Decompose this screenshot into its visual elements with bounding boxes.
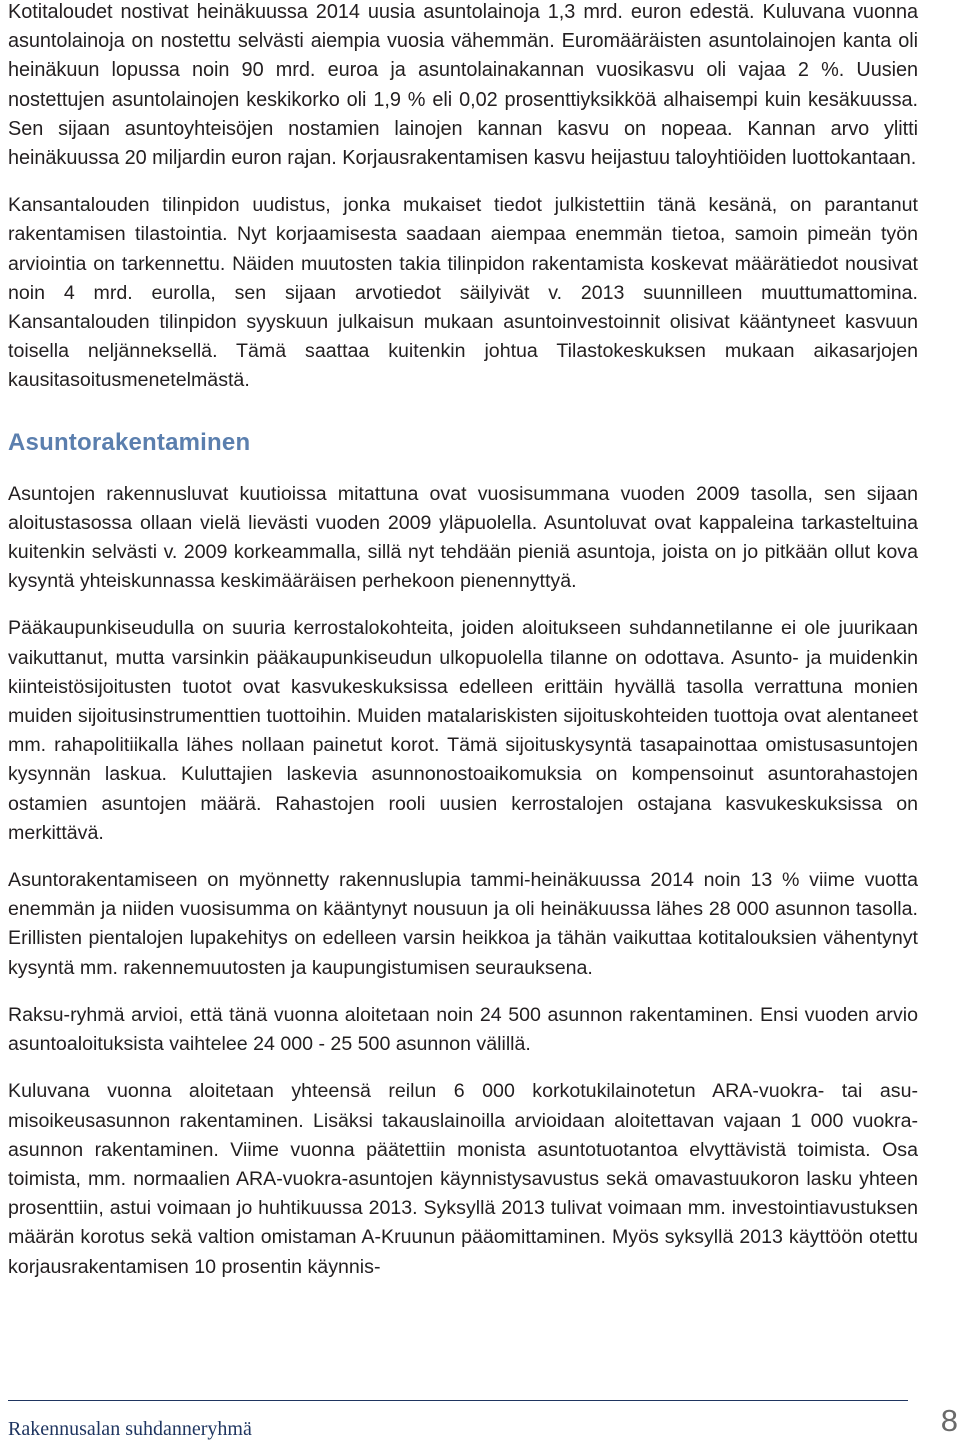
body-paragraph-raksu-forecast: Raksu-ryhmä arvioi, että tänä vuonna aloitetaan noin 24 500 asunnon rakentaminen. Ensi vuoden arvio asuntoaloituksista vaihtelee 24 000 - 25 500 asunnon välillä. xyxy=(8,1003,918,1056)
body-paragraph-building-permits: Asuntojen rakennusluvat kuutioissa mitattuna ovat vuosisummana vuoden 2009 tasolla, sen sijaan aloitustasossa ollaan vielä lievästi vuoden 2009 yläpuolella. Asuntoluvat ovat kappaleina tarkasteltuina kuitenkin selvästi v. 2009 korkeammalla, sillä nyt tehdään pieniä asuntoja, joista on jo pitkään ollut kova kysyntä yhteiskunnassa keskimääräisen perhekoon pienennyttyä. xyxy=(8,482,918,593)
body-paragraph-national-accounts: Kansantalouden tilinpidon uudistus, jonka mukaiset tiedot julkistettiin tänä kesänä, on parantanut rakentamisen tilastointia. Nyt korjaamisesta saadaan aiempaa enemmän tietoa, samoin pimeän työn arviointia on tarkennettu. Näiden muutosten takia tilinpidon rakentamista koskevat määrätiedot nousivat noin 4 mrd. eurolla, sen sijaan arvotiedot säilyivät v. 2013 suunnilleen muuttumattomina. Kansantalouden tilinpidon syyskuun julkaisun mukaan asuntoinvestoinnit olisivat kääntyneet kasvuun toisella neljänneksellä. Tämä saattaa kuitenkin johtua Tilastokeskuksen mukaan aikasarjojen kausitasoitusmenetelmästä. xyxy=(8,194,918,392)
page-number: 8 xyxy=(940,1403,958,1438)
body-paragraph-housing-loans: Kotitaloudet nostivat heinäkuussa 2014 uusia asuntolainoja 1,3 mrd. euron edestä. Kuluvana vuonna asuntolainoja on nostettu selvästi aiempia vuosia vähemmän. Euromääräisten asuntolainojen kanta oli heinäkuun lopussa noin 90 mrd. euroa ja asuntolainakannan vuosikasvu oli vajaa 2 %. Uusien nostettujen asuntolainojen keskikorko oli 1,9 % eli 0,02 prosenttiyksikköä alhaisempi kuin kesäkuussa. Sen sijaan asuntoyhteisöjen nostamien lainojen kannan kasvu on nopeaa. Kannan arvo ylitti heinäkuussa 20 miljardin euron rajan. Korjausrakentamisen kasvu heijastuu taloyhtiöiden luottokantaan. xyxy=(8,1,918,170)
footer-organization: Rakennusalan suhdanneryhmä xyxy=(8,1418,252,1440)
section-heading: Asuntorakentaminen xyxy=(8,428,251,456)
body-paragraph-ara-housing: Kuluvana vuonna aloitetaan yhteensä reilun 6 000 korkotukilainotetun ARA-vuokra- tai asumisoikeusasunnon rakentaminen. Lisäksi takauslainoilla arvioidaan aloitettavan vajaan 1 000 vuokra-asunnon rakentaminen. Viime vuonna päätettiin monista asuntotuotantoa elvyttävistä toimista. Osa toimista, mm. normaalien ARA-vuokra-asuntojen käynnistysavustus sekä omavastuukoron lasku yhteen prosenttiin, astui voimaan jo huhtikuussa 2013. Syksyllä 2013 tulivat voimaan mm. investointiavustuksen määrän korotus sekä valtion omistaman A-Kruunun pääomittaminen. Myös syksyllä 2013 käyttöön otettu korjausrakentamisen 10 prosentin käynnis- xyxy=(8,1080,918,1278)
body-paragraph-permits-2014: Asuntorakentamiseen on myönnetty rakennuslupia tammi-heinäkuussa 2014 noin 13 % viime vuotta enemmän ja niiden vuosisumma on kääntynyt nousuun ja oli heinäkuussa lähes 28 000 asunnon tasolla. Erillisten pientalojen lupakehitys on edelleen varsin heikkoa ja tähän vaikuttaa kotitalouksien vähentynyt kysyntä mm. rakennemuutosten ja kaupungistumisen seurauksena. xyxy=(8,869,918,979)
document-page xyxy=(8,0,918,1282)
body-paragraph-capital-region: Pääkaupunkiseudulla on suuria kerrostalokohteita, joiden aloitukseen suhdannetilanne ei ole juurikaan vaikuttanut, mutta varsinkin pääkaupunkiseudun ulkopuolella tilanne on odottava. Asunto- ja muidenkin kiinteistösijoitusten tuotot ovat kasvukeskuksissa edelleen erittäin hyvällä tasolla verrattuna monien muiden sijoitusinstrumenttien tuottoihin. Muiden matalariskisten sijoituskohteiden tuottoja ovat alentaneet mm. rahapolitiikalla lähes nollaan painetut korot. Tämä sijoituskysyntä tasapainottaa omistusasuntojen kysynnän laskua. Kuluttajien laskevia asunnonostoaikomuksia on kompensoinut asuntorahastojen ostamien asuntojen määrä. Rahastojen rooli uusien kerrostalojen ostajana kasvukeskuksissa on merkittävä. xyxy=(8,617,918,844)
footer-divider xyxy=(8,1400,908,1401)
